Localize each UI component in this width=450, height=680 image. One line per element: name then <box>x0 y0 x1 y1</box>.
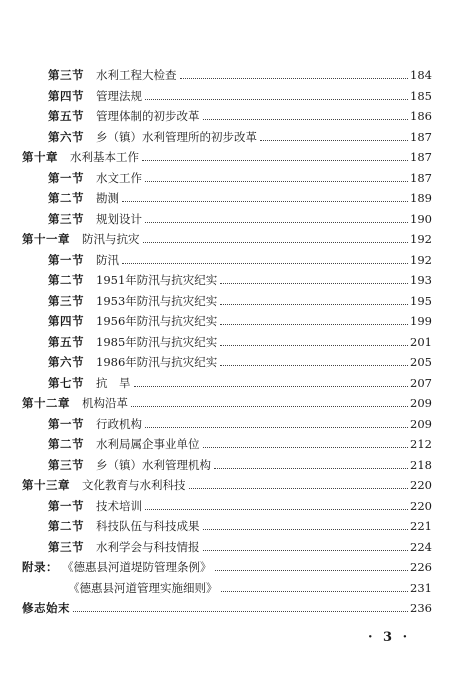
toc-entry-title: 文化教育与水利科技 <box>82 478 186 492</box>
dot-leader <box>134 385 409 387</box>
toc-entry-title: 防汛与抗灾 <box>82 232 140 246</box>
toc-entry-page: 184 <box>410 68 432 82</box>
toc-entry <box>48 288 432 308</box>
toc-entry-title: 水利工程大检查 <box>96 68 177 82</box>
toc-entry-title: 水利基本工作 <box>70 150 139 164</box>
toc-entry <box>22 144 432 164</box>
toc-entry-number: 第一节 <box>48 171 84 185</box>
dot-leader <box>189 487 409 489</box>
toc-entry-number: 附录： <box>22 560 58 574</box>
dot-leader <box>131 405 408 407</box>
toc-entry-number: 第三节 <box>48 540 84 554</box>
toc-entry-title: 机构沿革 <box>82 396 128 410</box>
page-number: · 3 · <box>368 630 411 645</box>
dot-leader <box>203 528 409 530</box>
toc-entry-number: 第三节 <box>48 68 84 82</box>
dot-leader <box>73 610 408 612</box>
toc-entry-number: 第三节 <box>48 212 84 226</box>
toc-entry-title: 1953年防汛与抗灾纪实 <box>96 294 218 308</box>
dot-leader <box>203 446 409 448</box>
toc-entry-page: 201 <box>410 335 432 349</box>
toc-entry-page: 218 <box>410 458 432 472</box>
toc-entry-page: 186 <box>410 109 432 123</box>
toc-entry <box>48 493 432 513</box>
dot-leader <box>220 303 408 305</box>
toc-entry-number: 修志始末 <box>22 601 70 615</box>
toc-entry-title: 规划设计 <box>96 212 142 226</box>
toc-entry-number: 第一节 <box>48 253 84 267</box>
toc-entry <box>48 431 432 451</box>
toc-entry-number: 第二节 <box>48 437 84 451</box>
toc-entry-title: 水利学会与科技情报 <box>96 540 200 554</box>
toc-entry <box>48 83 432 103</box>
toc-entry <box>48 534 432 554</box>
dot-leader <box>220 344 408 346</box>
toc-entry-title: 1985年防汛与抗灾纪实 <box>96 335 218 349</box>
toc-entry-title: 水文工作 <box>96 171 142 185</box>
toc-entry-number: 第五节 <box>48 335 84 349</box>
toc-entry <box>22 554 432 574</box>
toc-entry-title: 管理法规 <box>96 89 142 103</box>
toc-entry-number: 第十二章 <box>22 396 70 410</box>
toc-entry <box>48 165 432 185</box>
dot-leader <box>145 426 408 428</box>
toc-entry-page: 187 <box>410 150 432 164</box>
toc-entry-page: 185 <box>410 89 432 103</box>
toc-entry <box>48 185 432 205</box>
toc-entry-number: 第四节 <box>48 89 84 103</box>
toc-entry-page: 236 <box>410 601 432 615</box>
toc-entry-page: 192 <box>410 232 432 246</box>
toc-entry <box>48 513 432 533</box>
toc-entry-title: 技术培训 <box>96 499 142 513</box>
toc-entry-page: 209 <box>410 396 432 410</box>
toc-entry-page: 207 <box>410 376 432 390</box>
toc-entry-page: 187 <box>410 130 432 144</box>
toc-entry-page: 231 <box>410 581 432 595</box>
toc-entry-page: 224 <box>410 540 432 554</box>
toc-entry-title: 《德惠县河道堤防管理条例》 <box>62 560 212 574</box>
toc-entry-title: 1986年防汛与抗灾纪实 <box>96 355 218 369</box>
dot-leader <box>145 508 408 510</box>
toc-entry-page: 189 <box>410 191 432 205</box>
toc-entry-number: 第六节 <box>48 355 84 369</box>
toc-entry <box>48 411 432 431</box>
toc-entry-title: 行政机构 <box>96 417 142 431</box>
toc-entry <box>48 452 432 472</box>
toc-entry-number: 第二节 <box>48 191 84 205</box>
toc-entry-number: 第三节 <box>48 294 84 308</box>
toc-entry-page: 220 <box>410 478 432 492</box>
dot-leader <box>122 262 408 264</box>
toc-entry-title: 科技队伍与科技成果 <box>96 519 200 533</box>
toc-entry <box>48 308 432 328</box>
toc-entry <box>22 226 432 246</box>
toc-entry <box>22 472 432 492</box>
dot-leader <box>180 77 409 79</box>
toc-entry-title: 1951年防汛与抗灾纪实 <box>96 273 218 287</box>
toc-entry-number: 第五节 <box>48 109 84 123</box>
dot-leader <box>260 139 408 141</box>
dot-leader <box>220 364 408 366</box>
toc-entry-number: 第十章 <box>22 150 58 164</box>
dot-leader <box>214 467 408 469</box>
toc-entry-number: 第十一章 <box>22 232 70 246</box>
toc-entry <box>48 62 432 82</box>
toc-entry <box>48 267 432 287</box>
toc-entry <box>48 349 432 369</box>
toc-entry-page: 220 <box>410 499 432 513</box>
toc-entry-title: 管理体制的初步改革 <box>96 109 200 123</box>
toc-entry-page: 209 <box>410 417 432 431</box>
dot-leader <box>143 241 409 243</box>
toc-entry-number: 第四节 <box>48 314 84 328</box>
toc-entry-number: 第二节 <box>48 273 84 287</box>
dot-leader <box>203 118 409 120</box>
toc-entry <box>48 329 432 349</box>
dot-leader <box>220 282 408 284</box>
toc-entry-title: 乡（镇）水利管理所的初步改革 <box>96 130 257 144</box>
toc-entry-title: 抗 旱 <box>96 376 131 390</box>
toc-entry-title: 《德惠县河道管理实施细则》 <box>68 581 218 595</box>
toc-entry <box>22 595 432 615</box>
toc-entry-page: 193 <box>410 273 432 287</box>
dot-leader <box>145 180 408 182</box>
dot-leader <box>122 200 408 202</box>
dot-leader <box>220 323 408 325</box>
toc-entry-title: 乡（镇）水利管理机构 <box>96 458 211 472</box>
toc-entry-number: 第三节 <box>48 458 84 472</box>
toc-entry-page: 187 <box>410 171 432 185</box>
toc-entry-page: 192 <box>410 253 432 267</box>
toc-entry-number: 第二节 <box>48 519 84 533</box>
toc-entry <box>48 247 432 267</box>
toc-entry <box>68 575 432 595</box>
toc-entry <box>48 103 432 123</box>
toc-entry-number: 第一节 <box>48 417 84 431</box>
toc-entry-page: 226 <box>410 560 432 574</box>
dot-leader <box>145 98 408 100</box>
dot-leader <box>215 569 409 571</box>
toc-entry-number: 第十三章 <box>22 478 70 492</box>
dot-leader <box>221 590 409 592</box>
toc-entry-number: 第一节 <box>48 499 84 513</box>
toc-entry-page: 221 <box>410 519 432 533</box>
toc-entry-title: 防汛 <box>96 253 119 267</box>
toc-entry-page: 195 <box>410 294 432 308</box>
toc-entry <box>48 124 432 144</box>
toc-entry <box>48 206 432 226</box>
toc-entry-title: 勘测 <box>96 191 119 205</box>
toc-entry-page: 205 <box>410 355 432 369</box>
toc-entry <box>22 390 432 410</box>
toc-entry-page: 212 <box>410 437 432 451</box>
toc-entry-title: 1956年防汛与抗灾纪实 <box>96 314 218 328</box>
dot-leader <box>203 549 409 551</box>
toc-entry-number: 第七节 <box>48 376 84 390</box>
dot-leader <box>142 159 408 161</box>
toc-entry-page: 190 <box>410 212 432 226</box>
dot-leader <box>145 221 408 223</box>
toc-entry <box>48 370 432 390</box>
toc-entry-page: 199 <box>410 314 432 328</box>
toc-entry-title: 水利局属企事业单位 <box>96 437 200 451</box>
toc-entry-number: 第六节 <box>48 130 84 144</box>
